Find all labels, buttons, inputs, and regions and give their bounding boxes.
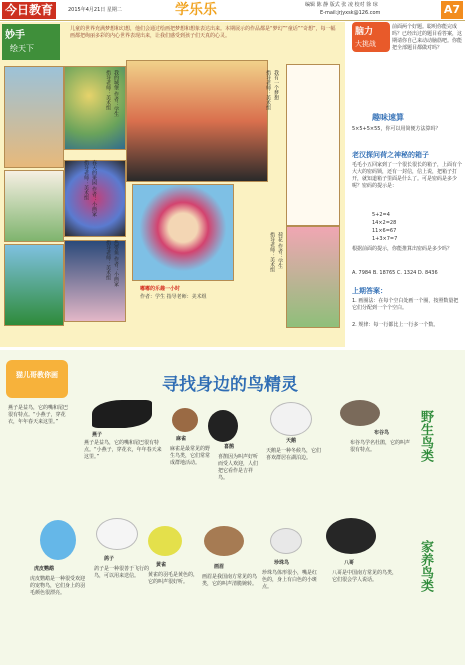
swan-illustration <box>270 402 312 436</box>
swan-name: 天鹅 <box>286 438 297 444</box>
editor-credit: 编辑 陈 静 版式 张 凌 校对 徐 琼 <box>305 2 378 8</box>
caption-4: 指导老师：美术组 <box>83 160 89 200</box>
pigeon-text: 鸽子是一种很善于飞行的鸟，可以用来送信。 <box>94 566 150 579</box>
story-text-2: 根据前面的提示，你能推算出密码是多少吗？ <box>352 246 453 252</box>
brain-heading-1: 脑力 <box>355 27 374 37</box>
thrush-illustration <box>204 526 244 556</box>
wild-birds-title: 野生鸟类 <box>418 410 433 462</box>
gallery-intro: 儿童的世界充满梦想和幻想，他们会通过绘画把梦想和想象表达出来。本期展示的作品都是“梦幻”“童话”“奇想”，每一幅画都把绚丽多彩的内心世界表现出来，让我们感受到孩子们天真的心灵。 <box>70 26 336 39</box>
puzzle-title: 趣味速算 <box>372 113 404 122</box>
swallow-name: 燕子 <box>92 432 103 438</box>
column-title: 学乐乐 <box>175 2 217 18</box>
newspaper-logo: 今日教育 <box>2 2 56 19</box>
answer-2: 2. 规律：每一行都比上一行多一个数。 <box>352 322 439 328</box>
painting-fish <box>4 244 64 326</box>
budgie-name: 虎皮鹦鹉 <box>34 566 55 572</box>
zebrafinch-name: 珍珠鸟 <box>274 560 290 566</box>
painting-title: 嘟嘟的乐趣一小时 <box>140 286 181 292</box>
caption-5: 热带鱼 作者：小画家 <box>113 240 119 287</box>
story-text: 毛毛小五回家到了一个很长很长的箱子，上面有个大大的密码锁，还有一封信，信上说，把箱子打开，就知道箱子里面是什么了。可是密码是多少呢？密码的提示是： <box>352 162 463 189</box>
story-title: 老汉探问荷之神秘的箱子 <box>352 151 429 159</box>
answer-options: A. 7984 B. 18765 C. 1324 D. 8436 <box>352 270 438 276</box>
canary-name: 黄雀 <box>156 562 167 568</box>
puzzle-text: 5×5+5×55，你可以用简便方法算吗？ <box>352 126 441 132</box>
email: E-mail:jrjyxsk@126.com <box>320 10 381 16</box>
painting-dream <box>126 60 268 182</box>
bird-title: 寻找身边的鸟精灵 <box>162 375 298 395</box>
myna-illustration <box>326 518 376 554</box>
magpie-name: 喜鹊 <box>224 444 235 450</box>
pigeon-name: 鸽子 <box>104 556 115 562</box>
caption-2: 指导老师：美术组 <box>105 70 111 110</box>
painting-castle <box>4 66 64 168</box>
sparrow-illustration <box>172 408 198 432</box>
sparrow-text: 麻雀是最常见的野生鸟类，它们常常成群地活动。 <box>170 446 211 466</box>
bird-section <box>0 350 465 665</box>
sparrow-name: 麻雀 <box>176 436 187 442</box>
swan-text: 天鹅是一种冬候鸟，它们喜欢群居在湖泊边。 <box>266 448 322 461</box>
myna-name: 八哥 <box>344 560 355 566</box>
answer-title: 上期答案： <box>352 287 387 295</box>
domestic-birds-title: 家养鸟类 <box>418 540 433 592</box>
budgie-text: 虎皮鹦鹉是一种很受欢迎的宠物鸟，它们身上的羽毛颜色很漂亮。 <box>30 576 86 596</box>
painting-girl <box>132 184 234 281</box>
cuckoo-name: 布谷鸟 <box>374 430 390 436</box>
thrush-text: 画眉是我国南方常见的鸟类，它的叫声清脆婉转。 <box>202 574 258 587</box>
budgie-illustration <box>40 520 76 560</box>
canary-illustration <box>148 526 182 556</box>
caption-3: 春天的果园 作者：小画家 <box>91 160 97 217</box>
magpie-illustration <box>208 410 238 442</box>
pigeon-illustration <box>96 518 138 550</box>
canary-text: 黄雀的羽毛是黄色的，它的叫声很好听。 <box>148 572 199 585</box>
painting-calligraphy <box>286 64 340 226</box>
painting-house <box>4 170 64 242</box>
brain-section <box>352 22 463 347</box>
bird-badge: 猫儿哥教你画 <box>6 360 68 398</box>
cuckoo-illustration <box>340 400 380 426</box>
painting-lotus <box>286 226 340 328</box>
painting-credit: 作者：学生 指导老师：美术组 <box>140 294 207 300</box>
swallow-illustration <box>92 400 152 428</box>
magpie-text: 喜鹊因为叫声好听而受人欢迎，人们把它看作是吉祥鸟。 <box>218 454 259 481</box>
cuckoo-text: 布谷鸟学名杜鹃，它的叫声很有特点。 <box>350 440 411 453</box>
clue-4: 1+3×7=7 <box>372 236 398 242</box>
brain-heading-2: 大挑战 <box>355 40 376 48</box>
myna-text: 八哥是中国南方常见的鸟类，它们很会学人说话。 <box>332 570 398 583</box>
gallery-heading-2: 绘天下 <box>10 44 34 53</box>
gallery-heading <box>2 24 60 60</box>
page-header <box>0 0 465 21</box>
brain-intro: 前面两个好题。聪明你能完成吗？已经出过的题目看答案，这期请你自己来动动脑筋吧。你能把全部题目都做对吗？ <box>392 24 463 51</box>
zebrafinch-illustration <box>270 528 302 554</box>
gallery-heading-1: 妙手 <box>5 30 25 41</box>
caption-9: 荷花 作者：学生 <box>277 232 283 269</box>
caption-7: 我有一个梦想 <box>273 70 279 100</box>
clue-1: 5+2=4 <box>372 212 390 218</box>
caption-6: 指导老师：美术组 <box>105 240 111 280</box>
clue-3: 11×6=67 <box>372 228 397 234</box>
clue-2: 14×2=28 <box>372 220 397 226</box>
caption-1: 我的城堡 作者：学生 <box>113 70 119 117</box>
swallow-text: 燕子是益鸟，它的嘴和尾巴很有特点。“小燕子，穿花衣，年年春天来这里。” <box>84 440 162 460</box>
issue-date: 2015年4月21日 星期二 <box>68 7 122 13</box>
caption-10: 指导老师：美术组 <box>269 232 275 272</box>
page-number: A7 <box>441 1 463 19</box>
thrush-name: 画眉 <box>214 564 225 570</box>
caption-8: 指导老师：美术组 <box>265 70 271 110</box>
intro-text: 燕子是益鸟，它的嘴和尾巴很有特点。“小燕子，穿花衣，年年春天来这里。” <box>8 405 69 425</box>
brain-heading <box>352 22 390 52</box>
zebrafinch-text: 珍珠鸟体形很小，嘴是红色的，身上有白色的小斑点。 <box>262 570 318 590</box>
answer-1: 1. 画圈法：在每个空白处画一个圈，按照数量把它们分配到一个个空白。 <box>352 298 459 311</box>
